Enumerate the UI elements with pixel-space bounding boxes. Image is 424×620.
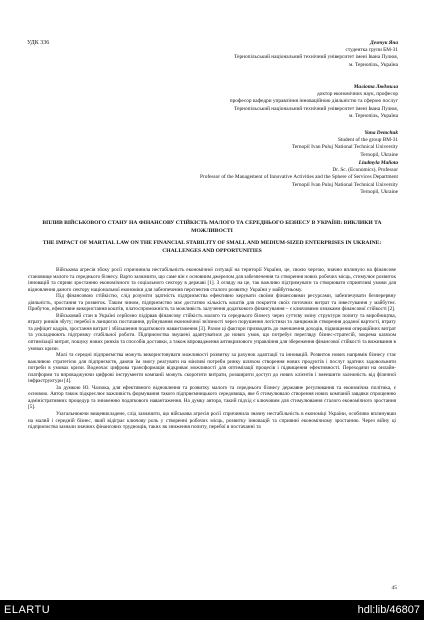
paragraph: Під фінансовою стійкістю, слід розуміти здатність підприємства ефективно керувати своїми фінансовими ресурсами, забезпечувати безперервну діяльність, зростання та розвиток. Таким чином, підприємство має достатню кількість коштів для покриття своїх поточних витрат та інвестування у майбутнє. Прибуток, ефективне використання коштів, платоспроможність та можливість залучення додаткового фінансування – є ключовими ознаками фінансової стійкості [2].	[28, 293, 396, 313]
author-line: Тернопільський національний технічний університет імені Івана Пулюя,	[234, 54, 398, 61]
author-line: доктор економічних наук, професор	[316, 91, 398, 98]
handle-identifier: hdl:lib/46807	[357, 604, 420, 616]
author-block-en-1	[68, 130, 398, 159]
repository-name: ELARTU	[4, 604, 51, 616]
author-line: Ternopil, Ukraine	[360, 151, 398, 158]
author-line: Student of the group BM-31	[337, 137, 398, 144]
title-english: THE IMPACT OF MARTIAL LAW ON THE FINANCIAL STABILITY OF SMALL AND MEDIUM-SIZED ENTERPRISES IN UKRAINE: CHALLENGES AND OPPORTUNITIES	[42, 240, 382, 254]
author-line: студентка групи БМ-31	[345, 47, 398, 54]
paragraph: Узагальнюючи вищевикладене, слід зазначити, що військова агресія росії спричинила значну нестабільність в економіці України, особливо вплинувши на малий і середній бізнес, який відіграє ключову роль у створенні робочих місць, розвитку інновацій та сприянні економічному зростанню. Через війну ці підприємства зазнали значних фінансових труднощів, таких як зниження попиту, перебої в постачанні та	[28, 411, 396, 431]
author-line: Тернопільський національний технічний університет імені Івана Пулюя,	[234, 105, 398, 112]
author-line: професор кафедри управління інноваційною діяльністю та сферою послуг	[229, 98, 398, 105]
article-body	[28, 267, 396, 431]
author-block-ua-2	[68, 84, 398, 120]
author-name: Yana Demchuk	[364, 130, 398, 136]
author-name: Демчук Яна	[370, 40, 398, 46]
author-name: Маліота Людмила	[353, 84, 398, 90]
author-name: Liudmyla Maliota	[358, 160, 398, 166]
author-line: м. Тернопіль, Україна	[348, 61, 398, 68]
paragraph: Військова агресія збоку росії спричинила нестабільність економічної ситуації на території України, це, своєю чергою, значно вплинуло на фінансове становище малого та середнього бізнесу. Варто зазначити, що саме він є основним джерелом для забезпечення та створення нових робочих місць, стимулює розвиток інновацій та сприяє зростанню економічного та соціального сектору в державі [1]. З огляду на це, так важливо підтримувати та створювати сприятливі умови для відновлення даного сектору національної економіки для забезпечення перспектив сталого розвитку України у майбутньому.	[28, 267, 396, 293]
page-number: 45	[391, 585, 397, 591]
author-line: Professor of the Management of Innovative Activities and the Sphere of Services Department	[200, 174, 398, 181]
author-block-en-2	[18, 160, 398, 196]
author-line: Ternopil Ivan Puluj National Technical University	[291, 144, 398, 151]
paragraph: За думкою Ю. Чалюка, для ефективного відновлення та розвитку малого та середнього бізнесу державне регулювання та економічна політика, є основою. Автор також підкреслює важливість формування такого підприємницького середовища, яке б стимулювало створення нових компаній завдяки спрощенню адміністративних процедур та зниженню податкового навантаження. На думку автора, такий підхід є ключовим для стимулювання сталого економічного зростання [5].	[28, 384, 396, 411]
author-block-ua-1	[68, 40, 398, 69]
author-line: Ternopil Ivan Puluj National Technical University	[291, 181, 398, 188]
author-line: Dr. Sc. (Economics), Professor	[332, 167, 398, 174]
repository-footer-bar	[0, 600, 424, 620]
title-ukrainian: ВПЛИВ ВІЙСЬКОВОГО СТАНУ НА ФІНАНСОВУ СТІЙКІСТЬ МАЛОГО ТА СЕРЕДНЬОГО БІЗНЕСУ В УКРАЇНІ: ВИКЛИКИ ТА МОЖЛИВОСТІ	[42, 220, 382, 234]
author-line: м. Тернопіль, Україна	[348, 112, 398, 119]
author-line: Ternopil, Ukraine	[360, 188, 398, 195]
paragraph: Малі та середні підприємства можуть використовувати можливості розвитку за рахунок адаптації та інновацій. Розвиток нових напрямів бізнесу стає важливою стратегією для підприємств, даючи їм змогу реагувати на мінливі потреби ринку шляхом створення нових продуктів і послуг здатних задовольняти потреби в умовах кризи. Водночас цифрова трансформація відкриває можливості для оптимізації процесів і підвищення ефективності. Переходячи на онлайн-платформи та впроваджуючи цифрові інструменти компанії можуть скоротити витрати, розширити доступ до нових клієнтів і зменшити залежність від фізичної інфраструктури [4].	[28, 352, 396, 385]
udk-code: УДК 336	[27, 40, 50, 46]
paragraph: Військовий стан в Україні серйозно підірвав фінансову стійкість малого та середнього бізнесу через суттєву зміну структури попиту та виробництва, втрату ринків збуту; перебої в ланцюгах постачання, руйнування економічної зв'язності через порушення логістики та ланцюжків створення доданої вартості, втрату та дефіцит кадрів, зростання витрат і збільшення податкового навантаження [3]. Разом ці фактори призводять до зменшення доходів, підвищення операційних витрат та ускладнюють підтримку стабільної роботи. Підприємства змушені адаптуватися до нових умов, що потребує перегляду бізнес-стратегій, зокрема шляхом оптимізації витрат, пошуку нових ринків та способів доставки, а також впровадження антикризового управління для збереження фінансової стійкості та виживання в умовах кризи.	[28, 312, 396, 352]
